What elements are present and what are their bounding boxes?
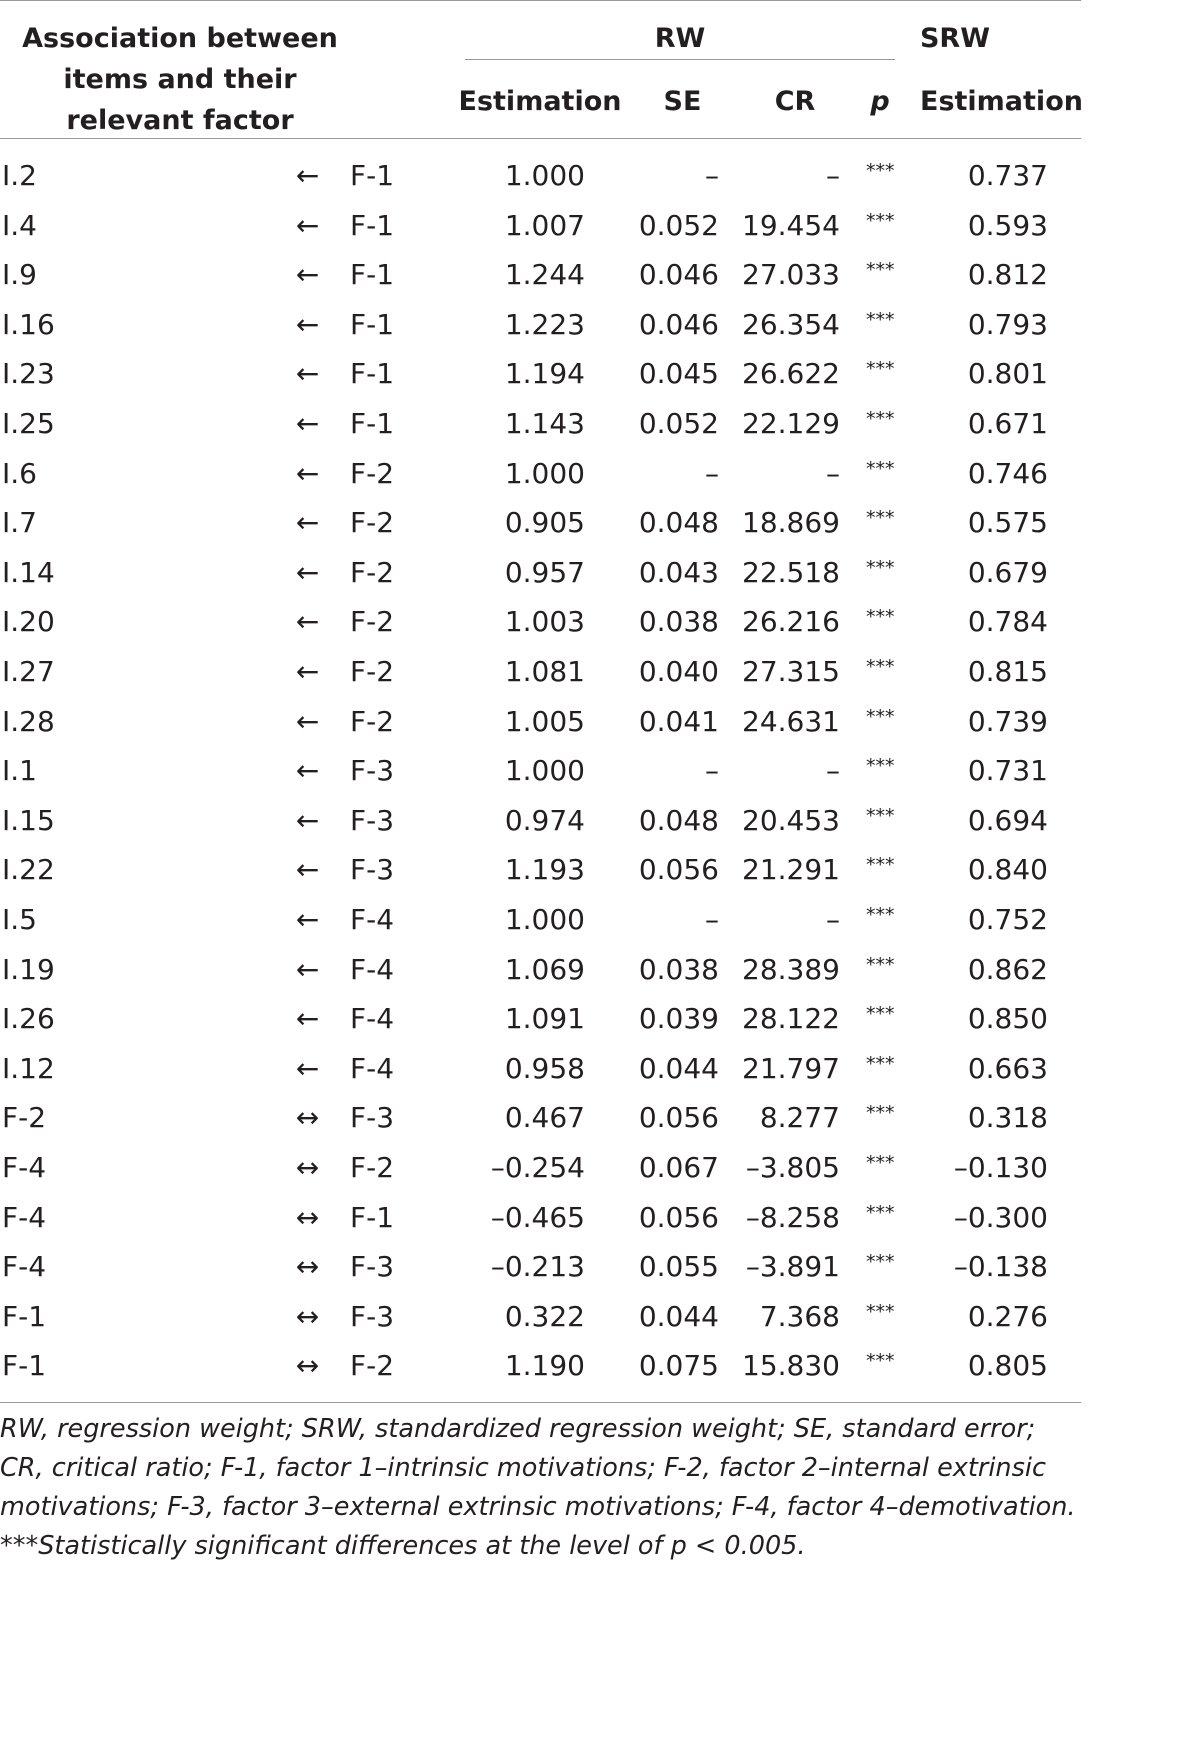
cell-rw-estimation: 1.000 <box>504 754 585 788</box>
table-footnote <box>0 1410 1081 1566</box>
footnote-line: ***Statistically significant differences at the level of p < 0.005. <box>0 1531 806 1561</box>
cell-arrow: ← <box>295 307 320 341</box>
table-row <box>0 749 1081 799</box>
cell-cr: 18.869 <box>742 506 840 540</box>
cell-srw-estimation: 0.746 <box>967 456 1048 490</box>
cell-item: I.28 <box>2 704 55 738</box>
cell-factor: F-1 <box>350 307 395 341</box>
table-row <box>0 352 1081 402</box>
cell-factor: F-2 <box>350 555 395 589</box>
cell-se: 0.046 <box>638 307 719 341</box>
cell-p: *** <box>866 1300 895 1323</box>
cell-cr: – <box>826 456 840 490</box>
cell-arrow: ← <box>295 1051 320 1085</box>
cell-se: 0.039 <box>638 1002 719 1036</box>
header-cr: CR <box>774 86 816 117</box>
header-estimation: Estimation <box>458 86 622 117</box>
cell-arrow: ← <box>295 952 320 986</box>
cell-rw-estimation: 1.081 <box>504 655 585 688</box>
cell-arrow: ↔ <box>295 1151 320 1184</box>
table-bottom-rule <box>0 1402 1081 1403</box>
cell-cr: 28.122 <box>742 1002 840 1036</box>
cell-p: *** <box>866 358 895 381</box>
cell-se: 0.038 <box>638 952 719 986</box>
cell-factor: F-4 <box>350 1051 395 1085</box>
cell-arrow: ← <box>295 1002 320 1036</box>
cell-factor: F-1 <box>350 258 395 292</box>
cell-factor: F-3 <box>350 1101 395 1135</box>
cell-factor: F-3 <box>350 754 395 788</box>
table-row <box>0 1196 1081 1246</box>
cell-se: 0.043 <box>638 555 719 589</box>
cell-srw-estimation: 0.801 <box>967 357 1048 391</box>
cell-arrow: ← <box>295 853 320 887</box>
cell-srw-estimation: –0.138 <box>953 1250 1048 1284</box>
cell-arrow: ← <box>295 803 320 837</box>
cell-item: I.1 <box>2 754 37 788</box>
header-p: p <box>870 86 890 117</box>
cell-rw-estimation: 1.007 <box>504 208 585 242</box>
header-bottom-rule <box>0 138 1081 139</box>
cell-item: I.2 <box>2 159 37 192</box>
cell-arrow: ← <box>295 704 320 738</box>
cell-arrow: ← <box>295 208 320 242</box>
cell-rw-estimation: 1.000 <box>504 903 585 936</box>
table-row <box>0 204 1081 254</box>
table-row <box>0 1344 1081 1394</box>
cell-p: *** <box>866 209 895 232</box>
cell-arrow: ← <box>295 456 320 490</box>
cell-p: *** <box>866 1003 895 1026</box>
footnote-line: RW, regression weight; SRW, standardized regression weight; SE, standard error; <box>0 1414 1036 1444</box>
cell-p: *** <box>866 1102 895 1125</box>
cell-rw-estimation: –0.213 <box>490 1250 585 1284</box>
cell-se: 0.040 <box>638 655 719 688</box>
cell-p: *** <box>866 854 895 877</box>
cell-arrow: ← <box>295 258 320 292</box>
cell-factor: F-2 <box>350 704 395 738</box>
cell-rw-estimation: 1.223 <box>504 307 585 341</box>
cell-factor: F-4 <box>350 952 395 986</box>
cell-item: I.22 <box>2 853 55 887</box>
table-row <box>0 253 1081 303</box>
cell-rw-estimation: –0.465 <box>490 1200 585 1234</box>
cell-arrow: ← <box>295 407 320 440</box>
cell-arrow: ← <box>295 159 320 192</box>
cell-se: 0.048 <box>638 506 719 540</box>
cell-item: F-4 <box>2 1200 47 1234</box>
cell-item: I.20 <box>2 605 55 639</box>
cell-arrow: ← <box>295 357 320 391</box>
cell-se: 0.056 <box>638 853 719 887</box>
cell-item: I.27 <box>2 655 55 688</box>
cell-p: *** <box>866 705 895 728</box>
cell-factor: F-4 <box>350 903 395 936</box>
cell-se: – <box>705 159 719 192</box>
cell-srw-estimation: 0.812 <box>967 258 1048 292</box>
cell-item: F-4 <box>2 1151 47 1184</box>
cell-cr: 7.368 <box>759 1299 840 1333</box>
cell-se: 0.055 <box>638 1250 719 1284</box>
cell-p: *** <box>866 1052 895 1075</box>
cell-arrow: ← <box>295 555 320 589</box>
cell-rw-estimation: 1.003 <box>504 605 585 639</box>
cell-cr: –3.891 <box>745 1250 840 1284</box>
cell-arrow: ↔ <box>295 1250 320 1284</box>
table-row <box>0 650 1081 700</box>
table-row <box>0 898 1081 948</box>
cell-factor: F-3 <box>350 853 395 887</box>
cell-srw-estimation: 0.784 <box>967 605 1048 639</box>
cell-se: 0.038 <box>638 605 719 639</box>
cell-arrow: ← <box>295 903 320 936</box>
cell-p: *** <box>866 259 895 282</box>
cell-srw-estimation: 0.805 <box>967 1349 1048 1383</box>
cell-cr: 20.453 <box>742 803 840 837</box>
cell-item: I.19 <box>2 952 55 986</box>
cell-factor: F-2 <box>350 605 395 639</box>
cell-cr: 19.454 <box>742 208 840 242</box>
cell-srw-estimation: 0.862 <box>967 952 1048 986</box>
cell-cr: 8.277 <box>759 1101 840 1135</box>
cell-se: 0.067 <box>638 1151 719 1184</box>
cell-p: *** <box>866 755 895 778</box>
table-row <box>0 948 1081 998</box>
cell-cr: 21.291 <box>742 853 840 887</box>
cell-factor: F-2 <box>350 456 395 490</box>
cell-item: F-1 <box>2 1299 47 1333</box>
cell-p: *** <box>866 1251 895 1274</box>
cell-srw-estimation: –0.300 <box>953 1200 1048 1234</box>
footnote-line: motivations; F-3, factor 3–external extrinsic motivations; F-4, factor 4–demotivation. <box>0 1492 1076 1522</box>
cell-se: 0.041 <box>638 704 719 738</box>
cell-se: 0.046 <box>638 258 719 292</box>
cell-srw-estimation: 0.679 <box>967 555 1048 589</box>
cell-srw-estimation: 0.671 <box>967 407 1048 440</box>
cell-se: 0.056 <box>638 1101 719 1135</box>
table-row <box>0 551 1081 601</box>
cell-item: F-1 <box>2 1349 47 1383</box>
cell-cr: 26.216 <box>742 605 840 639</box>
cell-factor: F-3 <box>350 1250 395 1284</box>
cell-cr: 27.033 <box>742 258 840 292</box>
footnote-line: CR, critical ratio; F-1, factor 1–intrinsic motivations; F-2, factor 2–internal extrinsic <box>0 1453 1046 1483</box>
header-srw: SRW <box>919 23 991 54</box>
cell-cr: 26.622 <box>742 357 840 391</box>
cell-cr: 27.315 <box>742 655 840 688</box>
table-row <box>0 997 1081 1047</box>
cell-p: *** <box>866 1201 895 1224</box>
cell-item: I.9 <box>2 258 37 292</box>
table-row <box>0 154 1081 204</box>
table-row <box>0 303 1081 353</box>
cell-factor: F-3 <box>350 803 395 837</box>
cell-rw-estimation: 0.905 <box>504 506 585 540</box>
cell-factor: F-4 <box>350 1002 395 1036</box>
cell-se: – <box>705 903 719 936</box>
cell-cr: – <box>826 159 840 192</box>
cell-arrow: ↔ <box>295 1349 320 1383</box>
cell-item: I.14 <box>2 555 55 589</box>
cell-item: I.25 <box>2 407 55 440</box>
cell-p: *** <box>866 656 895 678</box>
cell-srw-estimation: 0.840 <box>967 853 1048 887</box>
cell-arrow: ← <box>295 506 320 540</box>
cell-srw-estimation: 0.575 <box>967 506 1048 540</box>
cell-item: I.15 <box>2 803 55 837</box>
table-row <box>0 1096 1081 1146</box>
table-row <box>0 700 1081 750</box>
table-top-rule <box>0 0 1081 1</box>
table-row <box>0 501 1081 551</box>
cell-p: *** <box>866 507 895 530</box>
cell-p: *** <box>866 953 895 976</box>
cell-cr: 21.797 <box>742 1051 840 1085</box>
cell-se: – <box>705 754 719 788</box>
cell-p: *** <box>866 457 895 480</box>
cell-se: 0.048 <box>638 803 719 837</box>
cell-srw-estimation: 0.694 <box>967 803 1048 837</box>
cell-factor: F-3 <box>350 1299 395 1333</box>
cell-cr: – <box>826 754 840 788</box>
cell-rw-estimation: 0.322 <box>504 1299 585 1333</box>
cell-rw-estimation: 1.193 <box>504 853 585 887</box>
table-row <box>0 402 1081 452</box>
cell-item: I.6 <box>2 456 37 490</box>
cell-srw-estimation: 0.593 <box>967 208 1048 242</box>
table-row <box>0 1146 1081 1196</box>
cell-factor: F-1 <box>350 407 395 440</box>
cell-cr: 22.518 <box>742 555 840 589</box>
table-row <box>0 452 1081 502</box>
cell-rw-estimation: –0.254 <box>490 1151 585 1184</box>
header-association: Association between items and their relevant factor <box>22 23 338 136</box>
cell-rw-estimation: 1.244 <box>504 258 585 292</box>
cell-rw-estimation: 1.000 <box>504 456 585 490</box>
cell-arrow: ↔ <box>295 1200 320 1234</box>
cell-cr: –3.805 <box>745 1151 840 1184</box>
table-row <box>0 799 1081 849</box>
cell-se: 0.044 <box>638 1051 719 1085</box>
cell-item: I.12 <box>2 1051 55 1085</box>
cell-arrow: ← <box>295 605 320 639</box>
cell-factor: F-2 <box>350 506 395 540</box>
cell-item: I.23 <box>2 357 55 391</box>
cell-p: *** <box>866 606 895 629</box>
cell-item: I.5 <box>2 903 37 936</box>
cell-srw-estimation: 0.815 <box>967 655 1048 688</box>
cell-srw-estimation: –0.130 <box>953 1151 1048 1184</box>
table-row <box>0 600 1081 650</box>
cell-se: 0.045 <box>638 357 719 391</box>
cell-p: *** <box>866 556 895 579</box>
table-row <box>0 848 1081 898</box>
cell-p: *** <box>866 160 895 182</box>
cell-rw-estimation: 1.190 <box>504 1349 585 1383</box>
cell-item: F-2 <box>2 1101 47 1135</box>
table-row <box>0 1295 1081 1345</box>
cell-factor: F-2 <box>350 1349 395 1383</box>
cell-srw-estimation: 0.731 <box>967 754 1048 788</box>
table-row <box>0 1245 1081 1295</box>
rw-group-rule <box>465 59 895 60</box>
cell-se: – <box>705 456 719 490</box>
cell-p: *** <box>866 904 895 926</box>
cell-factor: F-1 <box>350 357 395 391</box>
cell-cr: 28.389 <box>742 952 840 986</box>
cell-rw-estimation: 0.957 <box>504 555 585 589</box>
cell-srw-estimation: 0.318 <box>967 1101 1048 1135</box>
cell-rw-estimation: 1.069 <box>504 952 585 986</box>
cell-se: 0.044 <box>638 1299 719 1333</box>
cell-srw-estimation: 0.739 <box>967 704 1048 738</box>
cell-se: 0.052 <box>638 208 719 242</box>
cell-arrow: ← <box>295 655 320 688</box>
cell-item: I.7 <box>2 506 37 540</box>
cell-arrow: ↔ <box>295 1299 320 1333</box>
cell-rw-estimation: 0.467 <box>504 1101 585 1135</box>
table-row <box>0 1047 1081 1097</box>
cell-rw-estimation: 1.194 <box>504 357 585 391</box>
cell-p: *** <box>866 1152 895 1174</box>
cell-p: *** <box>866 1350 895 1373</box>
cell-srw-estimation: 0.793 <box>967 307 1048 341</box>
cell-arrow: ↔ <box>295 1101 320 1135</box>
cell-srw-estimation: 0.276 <box>967 1299 1048 1333</box>
cell-rw-estimation: 1.091 <box>504 1002 585 1036</box>
cell-rw-estimation: 0.958 <box>504 1051 585 1085</box>
cell-cr: –8.258 <box>745 1200 840 1234</box>
cell-se: 0.075 <box>638 1349 719 1383</box>
cell-p: *** <box>866 804 895 827</box>
cell-cr: 22.129 <box>742 407 840 440</box>
cell-cr: 15.830 <box>742 1349 840 1383</box>
cell-cr: 26.354 <box>742 307 840 341</box>
cell-rw-estimation: 1.000 <box>504 159 585 192</box>
cell-item: I.4 <box>2 208 37 242</box>
cell-factor: F-2 <box>350 655 395 688</box>
header-rw: RW <box>654 23 706 54</box>
cell-se: 0.056 <box>638 1200 719 1234</box>
cell-rw-estimation: 1.005 <box>504 704 585 738</box>
cell-se: 0.052 <box>638 407 719 440</box>
cell-p: *** <box>866 408 895 430</box>
cell-item: I.16 <box>2 307 55 341</box>
cell-cr: 24.631 <box>742 704 840 738</box>
cell-cr: – <box>826 903 840 936</box>
cell-srw-estimation: 0.663 <box>967 1051 1048 1085</box>
cell-rw-estimation: 0.974 <box>504 803 585 837</box>
cell-factor: F-1 <box>350 159 395 192</box>
header-srw-estimation: Estimation <box>920 86 1083 117</box>
cell-factor: F-2 <box>350 1151 395 1184</box>
cell-item: F-4 <box>2 1250 47 1284</box>
cell-srw-estimation: 0.752 <box>967 903 1048 936</box>
cell-srw-estimation: 0.850 <box>967 1002 1048 1036</box>
cell-item: I.26 <box>2 1002 55 1036</box>
cell-factor: F-1 <box>350 208 395 242</box>
cell-factor: F-1 <box>350 1200 395 1234</box>
cell-rw-estimation: 1.143 <box>504 407 585 440</box>
cell-p: *** <box>866 308 895 331</box>
cell-srw-estimation: 0.737 <box>967 159 1048 192</box>
cell-arrow: ← <box>295 754 320 788</box>
header-se: SE <box>663 86 702 117</box>
